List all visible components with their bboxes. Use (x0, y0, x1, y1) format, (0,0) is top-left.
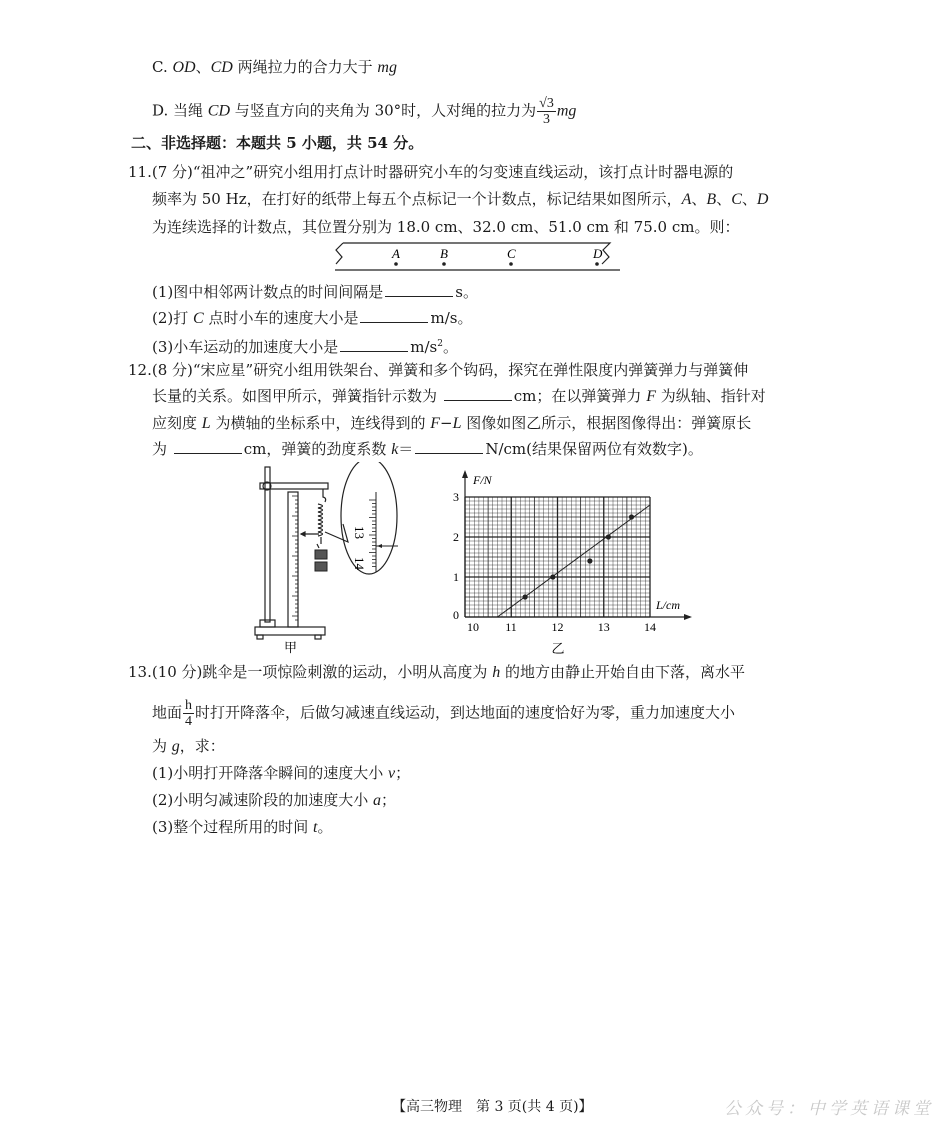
x-axis-arrow (684, 614, 692, 620)
tape-label: C (507, 246, 516, 261)
text-segment: 。 (442, 338, 458, 356)
text-segment: N/cm(结果保留两位有效数字)。 (485, 440, 703, 458)
q11-line (152, 189, 768, 210)
q11-line (152, 217, 739, 237)
tape-label: A (392, 246, 400, 261)
text-segment: (1)小明打开降落伞瞬间的速度大小 (152, 764, 389, 782)
math-variable: mg (377, 59, 397, 76)
answer-blank (415, 439, 483, 454)
text-segment: (3)整个过程所用的时间 (152, 818, 314, 836)
paper-tape-figure (325, 240, 625, 274)
text-segment: 的地方由静止开始自由下落，离水平 (500, 663, 745, 681)
text-segment: 二、非选择题：本题共 5 小题，共 54 分。 (131, 134, 424, 152)
text-segment: (1)图中相邻两计数点的时间间隔是 (152, 283, 384, 301)
math-variable: D (756, 191, 769, 208)
text-segment: 与竖直方向的夹角为 30°时，人对绳的拉力为 (230, 101, 537, 120)
q12-line (152, 439, 703, 460)
text-segment: 时打开降落伞，后做匀减速直线运动，到达地面的速度恰好为零，重力加速度大小 (195, 703, 736, 722)
figure-caption-yi: 乙 (551, 641, 565, 656)
text-segment: − (440, 414, 453, 432)
math-variable: B (706, 191, 717, 208)
text-segment: cm；在以弹簧弹力 (513, 387, 647, 405)
text-segment: ＝ (398, 440, 414, 458)
text-segment: (3)小车运动的加速度大小是 (152, 338, 339, 356)
answer-blank (444, 386, 512, 401)
math-variable: k (391, 441, 399, 458)
data-point (629, 514, 634, 519)
text-segment: 、 (741, 190, 757, 208)
text-segment: s。 (455, 283, 478, 301)
q11-sub (152, 334, 458, 357)
text-segment: 为 (152, 440, 172, 458)
math-variable: g (171, 738, 180, 755)
q13-sub (152, 790, 396, 811)
q11-sub (152, 282, 478, 302)
q13-line (128, 662, 745, 683)
math-variable: L (201, 415, 211, 432)
q12-line (152, 386, 766, 407)
math-variable: F (646, 388, 656, 405)
text-segment: 12.(8 分)“宋应星”研究小组用铁架台、弹簧和多个钩码，探究在弹性限度内弹簧弹力与弹簧伸 (128, 361, 749, 379)
text-segment: 为 (152, 737, 172, 755)
tape-label: B (440, 246, 448, 261)
answer-blank (360, 308, 428, 323)
text-segment: 为连续选择的计数点，其位置分别为 18.0 cm、32.0 cm、51.0 cm 和 75.0 cm。则： (152, 218, 740, 236)
option-d (152, 96, 576, 127)
scale-label-13: 13 (352, 526, 367, 539)
text-segment: 地面 (152, 703, 183, 722)
page-footer: 【高三物理 第 3 页(共 4 页)】 (392, 1099, 593, 1115)
text-segment: 。 (317, 818, 333, 836)
math-variable: h (492, 664, 501, 681)
text-segment: 、 (716, 190, 732, 208)
math-variable: F (430, 415, 441, 432)
text-segment: 点时小车的速度大小是 (203, 309, 359, 327)
watermark: 公众号：中学英语课堂 (724, 1099, 934, 1119)
x-tick-label: 12 (551, 620, 564, 634)
text-segment: ； (395, 764, 411, 782)
math-variable: mg (556, 102, 577, 120)
math-variable: v (388, 765, 396, 782)
superscript: 2 (437, 339, 443, 349)
q13-sub (152, 763, 410, 784)
fraction: $\frac{h}{4}$ (185, 698, 193, 729)
y-tick-label: 0 (453, 608, 459, 622)
x-tick-label: 11 (505, 620, 517, 634)
scale-label-14: 14 (352, 557, 367, 570)
text-segment: 为纵轴、指针对 (655, 387, 766, 405)
math-variable: C (193, 310, 204, 327)
q12-line (128, 360, 748, 380)
math-variable: t (313, 819, 318, 836)
y-tick-label: 2 (453, 530, 459, 544)
text-segment: 为横轴的坐标系中，连线得到的 (210, 414, 431, 432)
answer-blank (340, 337, 408, 352)
text-segment: 11.(7 分)“祖冲之”研究小组用打点计时器研究小车的匀变速直线运动，该打点计时器电源的 (128, 163, 734, 181)
q13-sub (152, 817, 333, 838)
text-segment: 图像如图乙所示，根据图像得出：弹簧原长 (461, 414, 752, 432)
y-tick-label: 1 (453, 570, 459, 584)
option-c (152, 57, 397, 78)
q12-line (152, 413, 751, 434)
answer-blank (174, 439, 242, 454)
text-segment: C. (152, 58, 173, 76)
text-segment: cm，弹簧的劲度系数 (243, 440, 392, 458)
text-segment: m/s。 (430, 309, 473, 327)
text-segment: (2)打 (152, 309, 194, 327)
text-segment: 应刻度 (152, 414, 202, 432)
text-segment: 、 (195, 58, 211, 76)
text-segment: 两绳拉力的合力大于 (232, 58, 378, 76)
math-variable: L (452, 415, 462, 432)
data-point (550, 574, 555, 579)
y-axis-arrow (462, 470, 468, 478)
text-segment: D. 当绳 (152, 101, 208, 120)
math-variable: CD (210, 59, 233, 76)
q11-sub (152, 308, 472, 329)
y-tick-label: 3 (453, 490, 459, 504)
section-heading (131, 133, 423, 153)
text-segment: ，求： (179, 737, 225, 755)
math-variable: OD (172, 59, 196, 76)
fraction: $\frac{√3}{3}$ (539, 96, 554, 127)
math-variable: A (681, 191, 692, 208)
q13-line (152, 698, 735, 729)
text-segment: 频率为 50 Hz，在打好的纸带上每五个点标记一个计数点，标记结果如图所示， (152, 190, 682, 208)
iron-stand-figure (245, 462, 425, 657)
data-point (606, 534, 611, 539)
x-tick-label: 10 (467, 620, 479, 634)
math-variable: a (373, 792, 382, 809)
math-variable: C (731, 191, 742, 208)
f-l-chart (440, 462, 700, 662)
math-variable: CD (207, 102, 231, 120)
text-segment: (2)小明匀减速阶段的加速度大小 (152, 791, 374, 809)
text-segment: ； (381, 791, 397, 809)
q11-line (128, 162, 733, 182)
q13-line (152, 736, 225, 757)
text-segment: m/s (410, 338, 438, 356)
x-tick-label: 14 (644, 620, 656, 634)
tape-label: D (593, 246, 603, 261)
x-tick-label: 13 (597, 620, 610, 634)
answer-blank (385, 282, 453, 297)
x-axis-label: L/cm (656, 598, 680, 612)
text-segment: 、 (691, 190, 707, 208)
data-point (587, 558, 592, 563)
text-segment: 13.(10 分)跳伞是一项惊险刺激的运动，小明从高度为 (128, 663, 493, 681)
y-axis-label: F/N (473, 473, 492, 487)
data-point (523, 594, 528, 599)
text-segment: 长量的关系。如图甲所示，弹簧指针示数为 (152, 387, 442, 405)
figure-caption-jia: 甲 (284, 640, 298, 655)
